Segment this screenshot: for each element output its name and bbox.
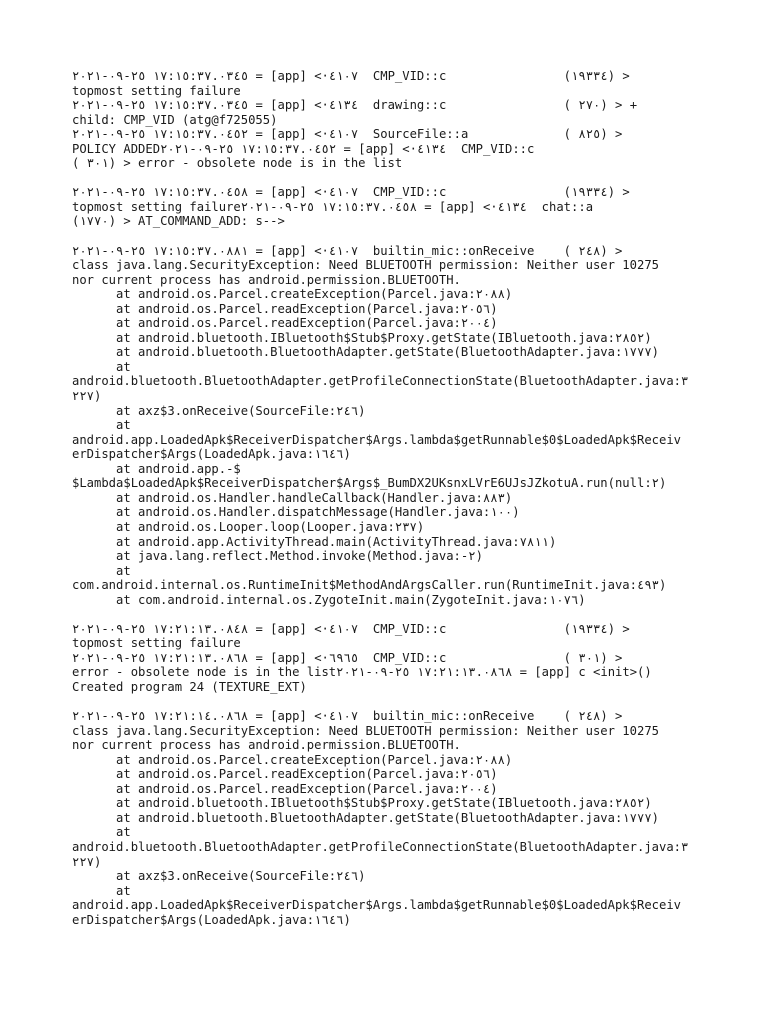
log-line: at android.app.ActivityThread.main(ActivityThread.java:٧٨١١) — [72, 534, 557, 549]
log-line: at android.app.-$ — [72, 461, 241, 476]
log-line: erDispatcher$Args(LoadedApk.java:١٦٤٦) — [72, 912, 351, 927]
log-line: Created program 24 (TEXTURE_EXT) — [72, 679, 307, 694]
log-line: com.android.internal.os.RuntimeInit$MethodAndArgsCaller.run(RuntimeInit.java:٤٩٣) — [72, 578, 667, 593]
log-line: ١٧:٢١:١٣.٠٨٦٨ ٢٥-٠٩-٢٠٢١ = [app] <·٦٩٦٥ CMP_VID::c ( ٣٠١) > — [72, 650, 623, 665]
log-line: nor current process has android.permission.BLUETOOTH. — [72, 738, 461, 753]
log-line: ١٧:١٥:٣٧.٠٣٤٥ ٢٥-٠٩-٢٠٢١ = [app] <·٤١٣٤ drawing::c ( ٢٧٠) > + — [72, 98, 638, 113]
log-line: POLICY ADDED١٧:١٥:٣٧.٠٤٥٢ ٢٥-٠٩-٢٠٢١ = [app] <·٤١٣٤ CMP_VID::c — [72, 141, 535, 156]
log-line: ١٧:١٥:٣٧.٠٤٥٢ ٢٥-٠٩-٢٠٢١ = [app] <·٤١٠٧ SourceFile::a ( ٨٢٥) > — [72, 127, 623, 142]
log-line: ٢٢٧) — [72, 389, 102, 404]
log-line: topmost setting failure١٧:١٥:٣٧.٠٤٥٨ ٢٥-٠٩-٢٠٢١ = [app] <·٤١٣٤ chat::a — [72, 199, 594, 214]
log-line: nor current process has android.permission.BLUETOOTH. — [72, 272, 461, 287]
log-line: at — [72, 563, 131, 578]
log-line: at — [72, 359, 131, 374]
log-line: at android.os.Parcel.readException(Parcel.java:٢٠٠٤) — [72, 781, 498, 796]
log-line: at axz$3.onReceive(SourceFile:٢٤٦) — [72, 403, 366, 418]
log-line: at axz$3.onReceive(SourceFile:٢٤٦) — [72, 869, 366, 884]
log-line: ١٧:١٥:٣٧.٠٤٥٨ ٢٥-٠٩-٢٠٢١ = [app] <·٤١٠٧ CMP_VID::c (١٩٣٣٤) > — [72, 185, 630, 200]
log-line: topmost setting failure — [72, 83, 241, 98]
log-line: class java.lang.SecurityException: Need BLUETOOTH permission: Neither user 10275 — [72, 258, 659, 273]
log-document — [72, 69, 712, 927]
log-line: at com.android.internal.os.ZygoteInit.main(ZygoteInit.java:١٠٧٦) — [72, 592, 586, 607]
blank-line — [72, 695, 712, 710]
log-line: ( ٣٠١) > error - obsolete node is in the list — [72, 156, 403, 171]
log-line: topmost setting failure — [72, 636, 241, 651]
log-line: child: CMP_VID (atg@f725055) — [72, 112, 278, 127]
log-line: at android.os.Parcel.createException(Parcel.java:٢٠٨٨) — [72, 752, 513, 767]
log-line: at android.bluetooth.IBluetooth$Stub$Proxy.getState(IBluetooth.java:٢٨٥٢) — [72, 796, 652, 811]
log-line: at android.os.Handler.dispatchMessage(Handler.java:١٠٠) — [72, 505, 520, 520]
log-line: at java.lang.reflect.Method.invoke(Method.java:-٢) — [72, 549, 483, 564]
log-line: (١٧٧٠) > AT_COMMAND_ADD: s--> — [72, 214, 285, 229]
log-line: ١٧:١٥:٣٧.٠٣٤٥ ٢٥-٠٩-٢٠٢١ = [app] <·٤١٠٧ CMP_VID::c (١٩٣٣٤) > — [72, 69, 630, 83]
log-line: ١٧:٢١:١٣.٠٨٤٨ ٢٥-٠٩-٢٠٢١ = [app] <·٤١٠٧ CMP_VID::c (١٩٣٣٤) > — [72, 621, 630, 636]
blank-line — [72, 607, 712, 622]
log-line: at android.os.Parcel.createException(Parcel.java:٢٠٨٨) — [72, 287, 513, 302]
log-line: at android.os.Parcel.readException(Parcel.java:٢٠٠٤) — [72, 316, 498, 331]
log-line: at android.bluetooth.IBluetooth$Stub$Proxy.getState(IBluetooth.java:٢٨٥٢) — [72, 330, 652, 345]
log-line: at — [72, 825, 131, 840]
log-line: erDispatcher$Args(LoadedApk.java:١٦٤٦) — [72, 447, 351, 462]
log-line: at android.bluetooth.BluetoothAdapter.getState(BluetoothAdapter.java:١٧٧٧) — [72, 345, 660, 360]
log-line: at android.os.Parcel.readException(Parcel.java:٢٠٥٦) — [72, 767, 498, 782]
log-line: at — [72, 418, 131, 433]
log-line: class java.lang.SecurityException: Need BLUETOOTH permission: Neither user 10275 — [72, 723, 659, 738]
log-line: error - obsolete node is in the list١٧:٢١:١٣.٠٨٦٨ ٢٥-٠٩-٢٠٢١ = [app] c <init>() — [72, 665, 652, 680]
log-line: android.bluetooth.BluetoothAdapter.getProfileConnectionState(BluetoothAdapter.java:٣ — [72, 374, 689, 389]
log-line: at — [72, 883, 131, 898]
blank-line — [72, 171, 712, 186]
log-line: android.app.LoadedApk$ReceiverDispatcher$Args.lambda$getRunnable$0$LoadedApk$Receiv — [72, 432, 682, 447]
log-line: at android.bluetooth.BluetoothAdapter.getState(BluetoothAdapter.java:١٧٧٧) — [72, 810, 660, 825]
log-line: android.app.LoadedApk$ReceiverDispatcher$Args.lambda$getRunnable$0$LoadedApk$Receiv — [72, 898, 682, 913]
log-line: at android.os.Handler.handleCallback(Handler.java:٨٨٣) — [72, 490, 513, 505]
log-line: at android.os.Parcel.readException(Parcel.java:٢٠٥٦) — [72, 301, 498, 316]
blank-line — [72, 229, 712, 244]
log-line: ١٧:٢١:١٤.٠٨٦٨ ٢٥-٠٩-٢٠٢١ = [app] <·٤١٠٧ builtin_mic::onReceive ( ٢٤٨) > — [72, 709, 623, 724]
log-line: ٢٢٧) — [72, 854, 102, 869]
log-line: ١٧:١٥:٣٧.٠٨٨١ ٢٥-٠٩-٢٠٢١ = [app] <·٤١٠٧ builtin_mic::onReceive ( ٢٤٨) > — [72, 243, 623, 258]
log-line: android.bluetooth.BluetoothAdapter.getProfileConnectionState(BluetoothAdapter.java:٣ — [72, 839, 689, 854]
log-line: $Lambda$LoadedApk$ReceiverDispatcher$Args$_BumDX2UKsnxLVrE6UJsJZkotuA.run(null:٢) — [72, 476, 667, 491]
log-line: at android.os.Looper.loop(Looper.java:٢٣٧) — [72, 519, 425, 534]
